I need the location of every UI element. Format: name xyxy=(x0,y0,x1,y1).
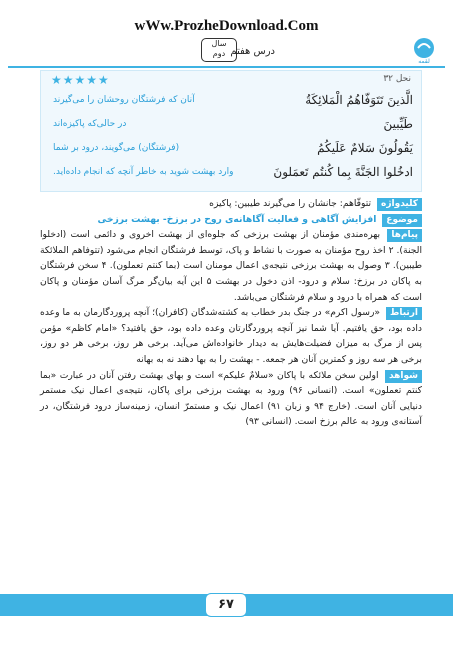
verse-translation: وارد بهشت شوید به خاطر آنچه که انجام داده‌اید. xyxy=(53,167,234,177)
page-header xyxy=(8,36,445,68)
verse-arabic: ادخُلوا الجَنَّةَ بِما كُنتُم تَعمَلونَ xyxy=(273,165,413,179)
verse-row xyxy=(49,165,413,185)
lesson-content xyxy=(40,196,422,430)
rating-stars: ★★★★★ xyxy=(51,73,110,87)
keywords-line xyxy=(40,196,422,212)
verse-box xyxy=(40,70,422,192)
ayah-reference: نحل ۳۲ xyxy=(383,74,411,84)
verse-row xyxy=(49,117,413,137)
messages-tag: پیام‌ها xyxy=(387,229,422,242)
verse-arabic: طَيِّبينَ xyxy=(383,117,413,131)
topic-line xyxy=(40,212,422,228)
verse-arabic: الَّذينَ تَتَوَفّاهُمُ الْمَلائِكَةُ xyxy=(305,93,413,107)
verse-translation: در حالی‌که پاکیزه‌اند xyxy=(53,119,127,129)
keywords-text: تتوفّاهم: جانشان را می‌گیرند طیبین: پاکیزه xyxy=(209,198,372,209)
evidence-paragraph xyxy=(40,368,422,430)
messages-text: بهره‌مندی مؤمنان از بهشت برزخی که جلوه‌ای از بهشت اخروی و دائمی است (ادخلوا الجنة). ۲ اخذ روح مؤمنان به صورت با نشاط و پاک، توسط فرشتگان انجام می‌شود (تتوفاهم الملائكة طيبين). ۳ وصول به بهشت برزخی نتیجه‌ی اعمال مومنان است (بما کنتم تعملون). ۴ سخن فرشتگان به پاکان در برزخ: سلام و درود- اذن دخول در بهشت ۵ این آیه بیان‌گر مرگ آسان مؤمنان و پاکان است که همراه با درود و سلام فرشتگان می‌باشد. xyxy=(40,229,423,303)
topic-tag: موضوع xyxy=(382,214,422,227)
keywords-tag: کلیدواژه xyxy=(377,198,422,211)
svg-text:لقمه: لقمه xyxy=(418,58,430,64)
year-badge: سال دوم xyxy=(201,38,237,62)
lesson-title: درس هفتم xyxy=(230,46,275,57)
topic-text: افزایش آگاهی و فعالیت آگاهانه‌ی روح در برزخ- بهشت برزخی xyxy=(97,213,377,225)
relation-tag: ارتباط xyxy=(386,307,422,320)
evidence-text: اولین سخن ملائکه با پاکان «سلامٌ علیکم» است و بهای بهشت رفتن آنان در عبارت «بما کنتم تعملون» است. (انسانی ۹۶) ورود به بهشت برزخی برای پاکان، نتیجه‌ی اعمال نیک مستمر دنیایی آنان است. (خارج ۹۴ و زبان ۹۱) اعمال نیک و مستمرّ انسان، زمینه‌ساز درود فرشتگان، در آستانه‌ی ورود به عالم برزخ است. (انسانی ۹۳) xyxy=(40,369,422,428)
watermark: wWw.ProzheDownload.Com xyxy=(134,18,319,34)
evidence-tag: شواهد xyxy=(385,370,422,383)
relation-text: «رسول اکرم» در جنگ بدر خطاب به کشته‌شدگان (کافران)؛ آنچه پروردگارمان به ما وعده داده بود، حق یافتیم. آیا شما نیز آنچه پروردگارتان وعده داده بود، حق یافتید؟ «امام کاظم» مؤمن پس از مرگ به میزان فضیلت‌هایش به دیدار خانواده‌اش می‌آید. برخی هر روز، برخی هر دو روز، برخی هر سه روز و کمترین آنان هر جمعه. - بهشت را به بها دهند نه به بهانه xyxy=(40,307,422,365)
verse-row xyxy=(49,93,413,113)
verse-translation: (فرشتگان) می‌گویند، درود بر شما xyxy=(53,143,180,153)
verse-arabic: يَقُولُونَ سَلامٌ عَلَيكُمُ xyxy=(317,141,413,155)
verse-translation: آنان که فرشتگان روحشان را می‌گیرند xyxy=(53,95,195,105)
verse-row xyxy=(49,141,413,161)
brand-logo-icon xyxy=(409,36,439,64)
page-number: ۶۷ xyxy=(205,593,247,617)
relation-paragraph xyxy=(40,305,422,367)
messages-paragraph xyxy=(40,227,422,305)
